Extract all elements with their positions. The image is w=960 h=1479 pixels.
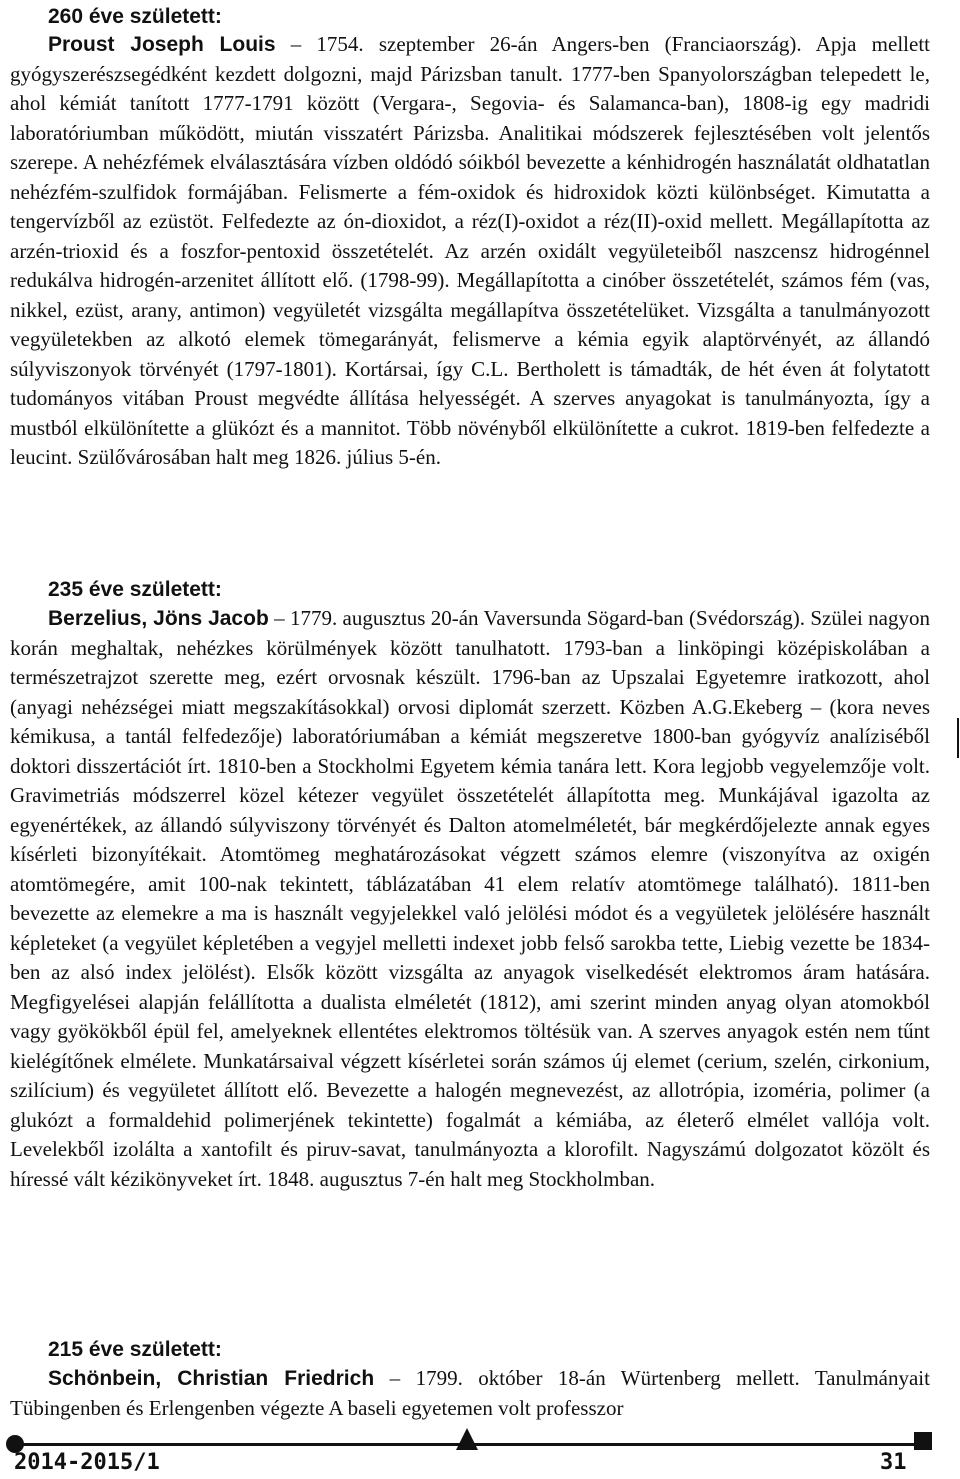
footer-page-number: 31 (880, 1450, 907, 1475)
footer-triangle-ornament (456, 1428, 478, 1450)
footer-issue-number: 2014-2015/1 (14, 1450, 160, 1475)
section-text-schonbein: – 1799. október 18-án Würtenberg mellett. Tanulmányait Tübingenben és Erlengenben végezte A baseli egyetemen volt professzor (10, 1366, 930, 1420)
section-body-schonbein (10, 1364, 930, 1423)
section-text-proust: – 1754. szeptember 26-án Angers-ben (Franciaország). Apja mellett gyógyszerészsegédként kezdett dolgozni, majd Párizsban tanult. 1777-ben Spanyolországban telepedett le, ahol kémiát tanított 1777-1791 között (Vergara-, Segovia- és Salamanca-ban), 1808-ig egy madridi laboratóriumban működött, miután visszatért Párizsba. Analitikai módszerek fejlesztésében volt jelentős szerepe. A nehézfémek elválasztására vízben oldódó sóikból bevezette a kénhidrogén használatát oldhatatlan nehézfém-szulfidok formájában. Felismerte a fém-oxidok és hidroxidok közti különbséget. Kimutatta a tengervízből az ezüstöt. Felfedezte az ón-dioxidot, a réz(I)-oxidot a réz(II)-oxid mellett. Megállapította az arzén-trioxid és a foszfor-pentoxid összetételét. Az arzén oxidált vegyületeiből naszcensz hidrogénnel redukálva hidrogén-arzenitet állított elő. (1798-99). Megállapította a cinóber összetételét, számos fém (vas, nikkel, ezüst, arany, antimon) vegyületét vizsgálta megállapítva összetételüket. Vizsgálta a tanulmányozott vegyületekben az alkotó elemek tömegarányát, felismerve a kémia egyik alaptörvényét, az állandó súlyviszonyok törvényét (1797-1801). Kortársai, így C.L. Bertholett is támadták, de hét éven át folytatott tudományos vitában Proust megvédte állítása helyességét. A szerves anyagokat is tanulmányozta, így a mustból elkülönítette a glükózt és a mannitot. Több növényből elkülönítette a cukrot. 1819-ben felfedezte a leucint. Szülővárosában halt meg 1826. július 5-én. (10, 32, 930, 469)
margin-change-bar (957, 718, 959, 758)
person-name-schonbein: Schönbein, Christian Friedrich (48, 1367, 375, 1390)
section-heading-proust: 260 éve született: (48, 5, 222, 28)
section-heading-berzelius: 235 éve született: (48, 578, 222, 601)
section-body-proust (10, 30, 930, 473)
person-name-berzelius: Berzelius, Jöns Jacob (48, 607, 269, 630)
person-name-proust: Proust Joseph Louis (48, 33, 276, 56)
footer-square-ornament (914, 1432, 932, 1450)
section-text-berzelius: – 1779. augusztus 20-án Vaversunda Sögard-ban (Svédország). Szülei nagyon korán meghaltak, nehézkes körülmények között tanulhatott. 1793-ban a linköpingi középiskolában a természetrajzot szerette meg, ezért orvosnak készült. 1796-ban az Upszalai Egyetemre iratkozott, ahol (anyagi nehézségei miatt megszakításokkal) orvosi diplomát szerzett. Közben A.G.Ekeberg – (kora neves kémikusa, a tantál felfedezője) laboratóriumában a kémiát megszeretve 1800-ban gyógyvíz analíziséből doktori disszertációt írt. 1810-ben a Stockholmi Egyetem kémia tanára lett. Kora legjobb vegyelemzője volt. Gravimetriás módszerrel közel kétezer vegyület összetételét állapította meg. Munkájával igazolta az egyenértékek, az állandó súlyviszony törvényét és Dalton atomelméletét, bár megkérdőjelezte annak egyes kísérleti bizonyítékait. Atomtömeg meghatározásokat végzett számos elemre (viszonyítva az oxigén atomtömegére, amit 100-nak tekintett, táblázatában 41 elem relatív atomtömege található). 1811-ben bevezette az elemekre a ma is használt vegyjelekkel való jelölési módot és a vegyületek jelölésére használt képleteket (a vegyület képletében a vegyjel melletti indexet jobb felső sarokba tette, Liebig vezette be 1834-ben az alsó index jelölést). Elsők között vizsgálta az anyagok viselkedését elektromos áram hatására. Megfigyelései alapján felállította a dualista elméletét (1812), ami szerint minden anyag olyan atomokból vagy gyökökből épül fel, amelyeknek ellentétes elektromos töltésük van. A szerves anyagok estén nem tűnt kielégítőnek elmélete. Munkatársaival végzett kísérletei során számos új elemet (cerium, szelén, cirkonium, szilícium) és vegyületet állított elő. Bevezette a halogén megnevezést, az allotrópia, izoméria, polimer (a glukózt a formaldehid polimerjének tekintette) fogalmát a kémiába, az életerő elmélet vallója volt. Levelekből izolálta a xantofilt és piruv-savat, tanulmányozta a klorofilt. Nagyszámú dolgozatot közölt és híressé vált kézikönyveket írt. 1848. augusztus 7-én halt meg Stockholmban. (10, 606, 930, 1191)
section-heading-schonbein: 215 éve született: (48, 1338, 222, 1361)
section-body-berzelius (10, 604, 930, 1194)
